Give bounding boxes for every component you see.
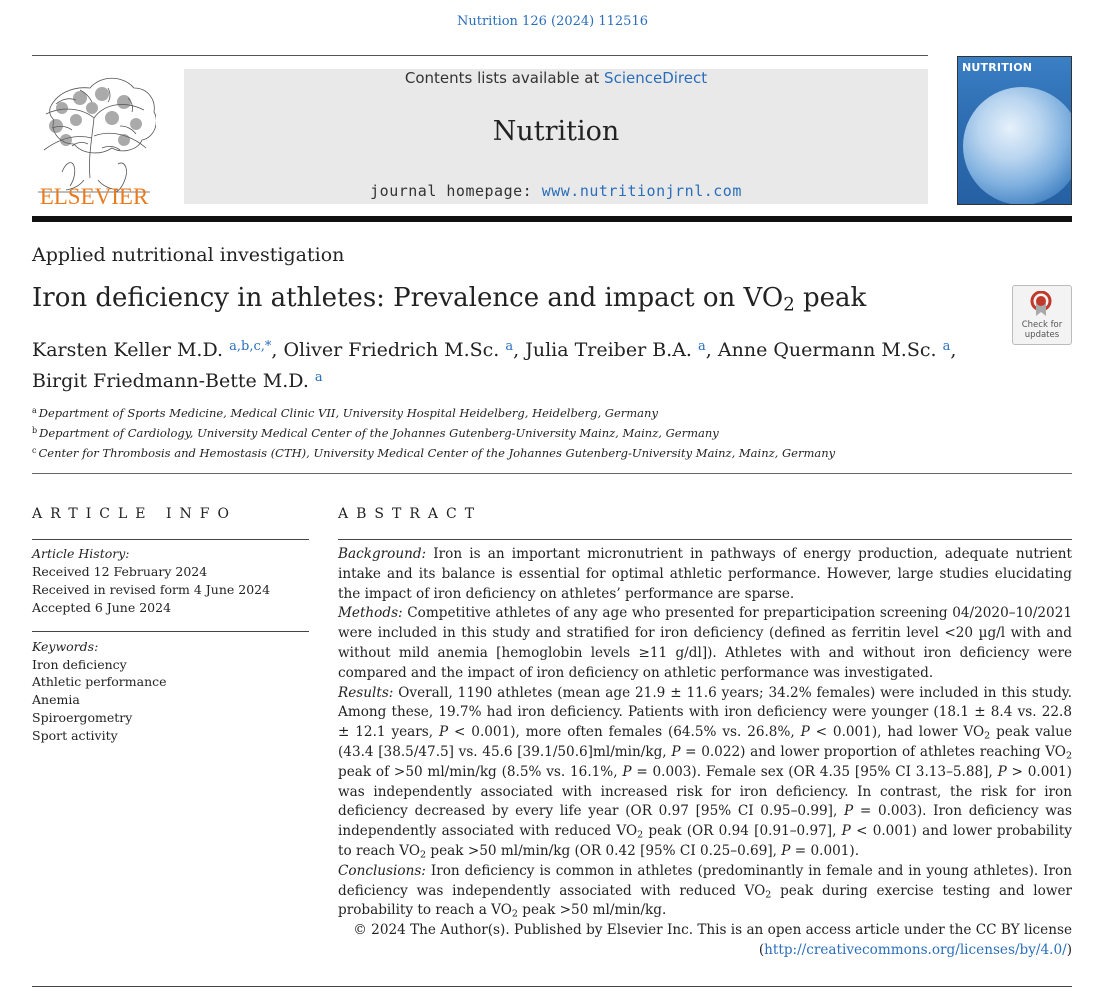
author-list: Karsten Keller M.D. $^{a,b,c,*}$, Oliver Friedrich M.Sc. $^a$, Julia Treiber B.A. $^a$, Anne Quermann M.Sc. $^a$, Birgit Friedmann-Bette M.D. $^a$	[32, 339, 957, 392]
history-item: Received in revised form 4 June 2024	[32, 582, 271, 597]
affiliation-marker[interactable]: a	[942, 339, 951, 354]
article-info-heading: ARTICLE INFO	[32, 506, 237, 522]
history-item: Accepted 6 June 2024	[32, 600, 172, 615]
top-divider	[32, 55, 928, 56]
homepage-line	[184, 182, 928, 200]
abstract-heading: ABSTRACT	[338, 506, 483, 522]
bookmark-icon	[1030, 291, 1052, 317]
keywords-divider	[32, 631, 309, 632]
elsevier-tree-icon	[32, 68, 156, 206]
section-type: Applied nutritional investigation	[32, 244, 345, 266]
affiliations	[32, 402, 835, 462]
journal-header	[184, 69, 928, 204]
homepage-prefix: journal homepage:	[370, 182, 542, 200]
keyword-item: Iron deficiency	[32, 656, 127, 672]
article-history	[32, 545, 270, 617]
license-link[interactable]: http://creativecommons.org/licenses/by/4.0/	[764, 941, 1067, 958]
affiliation-marker[interactable]: a	[314, 370, 323, 385]
title-suffix: peak	[794, 283, 867, 313]
abstract-methods: Methods: Competitive athletes of any age who presented for preparticipation screening 04/2020–10/2021 were included in this study and stratified for iron deficiency (defined as ferritin level <20 µg/l with and without mild anemia [hemoglobin levels ≥11 g/dl]). Athletes with and without iron deficiency were compared and the impact of iron deficiency on athletic performance was investigated.	[338, 605, 1072, 681]
keyword-item: Anemia	[32, 692, 80, 708]
journal-cover[interactable]	[957, 56, 1072, 205]
keyword-item: Sport activity	[32, 727, 118, 743]
copyright-notice: © 2024 The Author(s). Published by Elsevier Inc. This is an open access article under the CC BY license (http://creativecommons.org/licenses/by/4.0/)	[353, 922, 1072, 958]
abstract-divider	[338, 539, 1072, 540]
elsevier-logo[interactable]	[32, 68, 156, 206]
affiliation-item: $^c$ Center for Thrombosis and Hemostasis (CTH), University Medical Center of the Johannes Gutenberg-University Mainz, Mainz, Germany	[32, 446, 836, 460]
elsevier-wordmark: ELSEVIER	[39, 184, 149, 206]
affiliation-marker[interactable]: a	[505, 339, 514, 354]
affiliation-item: $^b$ Department of Cardiology, University Medical Center of the Johannes Gutenberg-University Mainz, Mainz, Germany	[32, 426, 719, 440]
title-prefix: Iron deficiency in athletes: Prevalence and impact on VO	[32, 283, 784, 313]
author[interactable]: Oliver Friedrich M.Sc. $^a$	[283, 339, 514, 361]
journal-citation[interactable]: Nutrition 126 (2024) 112516	[457, 14, 648, 29]
check-updates-label: Check for updates	[1021, 320, 1063, 340]
article-title	[32, 283, 867, 316]
history-label: Article History:	[32, 546, 130, 561]
section-divider	[32, 473, 1072, 474]
affiliation-item: $^a$ Department of Sports Medicine, Medical Clinic VII, University Hospital Heidelberg, Heidelberg, Germany	[32, 406, 658, 420]
abstract-body	[338, 545, 1072, 961]
affiliation-marker[interactable]: a	[698, 339, 706, 354]
abstract-results: Results: Overall, 1190 athletes (mean age 21.9 ± 11.6 years; 34.2% females) were included in this study. Among these, 19.7% had iron deficiency. Patients with iron deficiency were younger (18.1 ± 8.4 vs. 22.8 ± 12.1 years, P < 0.001), more often females (64.5% vs. 26.8%, P < 0.001), had lower $VO_2$ peak value (43.4 [38.5/47.5] vs. 45.6 [39.1/50.6]ml/min/kg, P = 0.022) and lower proportion of athletes reaching $VO_2$ peak of >50 ml/min/kg (8.5% vs. 16.1%, P = 0.003). Female sex (OR 4.35 [95% CI 3.13–5.88], P > 0.001) was independently associated with increased risk for iron deficiency. In contrast, the risk for iron deficiency decreased by every life year (OR 0.97 [95% CI 0.95–0.99], P = 0.003). Iron deficiency was independently associated with reduced $VO_2$ peak (OR 0.94 [0.91–0.97], P < 0.001) and lower probability to reach $VO_2$ peak >50 ml/min/kg (OR 0.42 [95% CI 0.25–0.69], P = 0.001).	[338, 684, 1073, 861]
journal-name: Nutrition	[492, 116, 620, 147]
author[interactable]: Anne Quermann M.Sc. $^a$	[717, 339, 951, 361]
keyword-item: Spiroergometry	[32, 709, 133, 725]
keywords-label: Keywords:	[32, 639, 99, 654]
cover-title: NUTRITION	[962, 61, 1033, 74]
author[interactable]: Karsten Keller M.D. $^{a,b,c,*}$	[32, 339, 272, 361]
cover-globe-image	[963, 87, 1072, 205]
author[interactable]: Julia Treiber B.A. $^a$	[525, 339, 706, 361]
keyword-item: Athletic performance	[32, 674, 167, 690]
homepage-link[interactable]: www.nutritionjrnl.com	[541, 182, 742, 200]
contents-prefix: Contents lists available at	[404, 69, 605, 87]
history-item: Received 12 February 2024	[32, 564, 208, 579]
title-subscript: 2	[783, 294, 795, 316]
bottom-divider	[32, 986, 1072, 987]
abstract-conclusions: Conclusions: Iron deficiency is common in athletes (predominantly in female and in young athletes). Iron deficiency was independently associated with reduced $VO_2$ peak during exercise testing and lower probability to reach a $VO_2$ peak >50 ml/min/kg.	[338, 862, 1072, 920]
abstract-background: Background: Iron is an important micronutrient in pathways of energy production, adequate nutrient intake and its balance is essential for optimal athletic performance. However, large studies elucidating the impact of iron deficiency on athletes’ performance are sparse.	[338, 546, 1072, 602]
contents-line	[184, 69, 928, 87]
keywords	[32, 638, 167, 744]
author[interactable]: Birgit Friedmann-Bette M.D. $^a$	[32, 370, 323, 392]
sciencedirect-link[interactable]: ScienceDirect	[604, 69, 708, 87]
article-info-divider	[32, 539, 309, 540]
affiliation-marker[interactable]: a,b,c,*	[229, 339, 272, 354]
header-divider	[32, 216, 1072, 222]
